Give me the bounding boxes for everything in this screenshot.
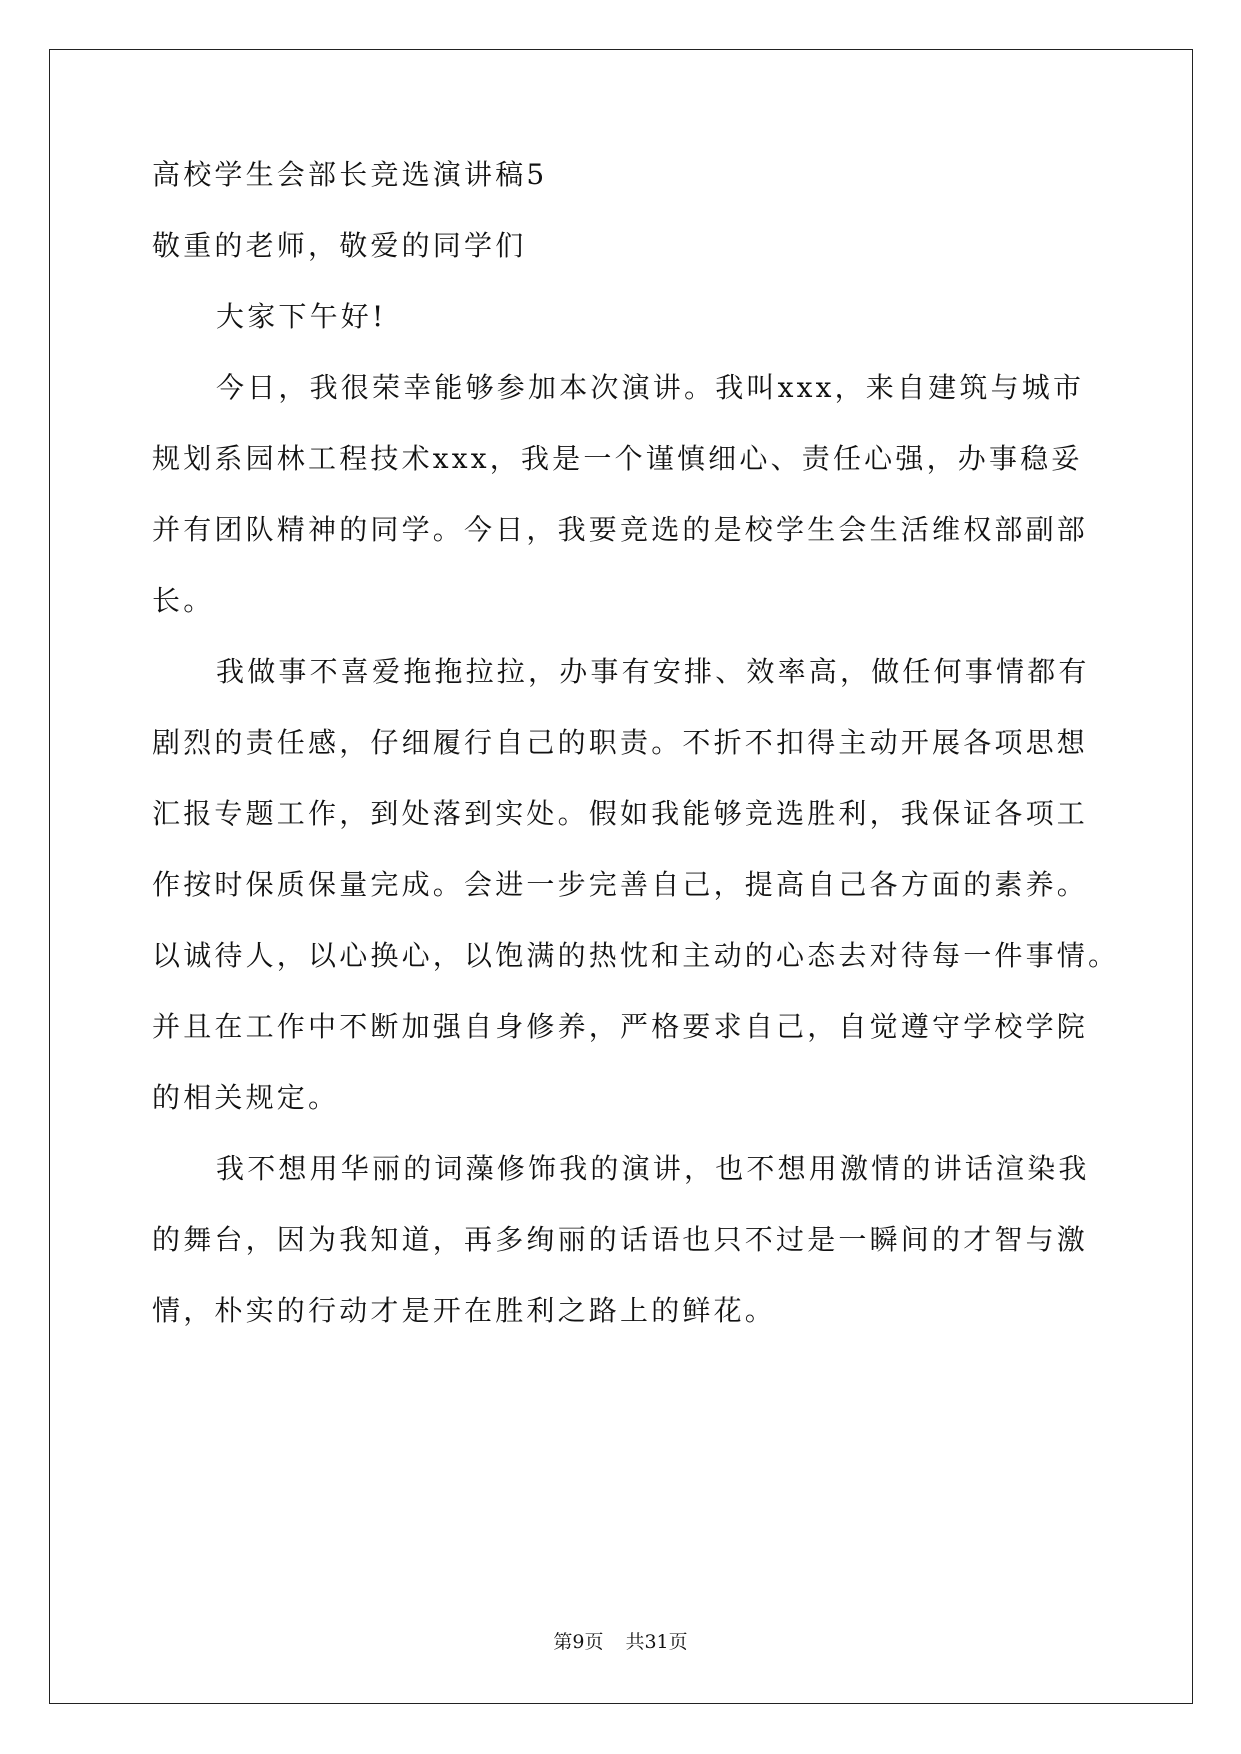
paragraph-line: 我做事不喜爱拖拖拉拉，办事有安排、效率高，做任何事情都有	[216, 655, 1090, 688]
paragraph-line: 汇报专题工作，到处落到实处。假如我能够竞选胜利，我保证各项工	[152, 797, 1089, 830]
page-number: 第9页	[553, 1631, 604, 1653]
paragraph-line: 今日，我很荣幸能够参加本次演讲。我叫xxx，来自建筑与城市	[216, 371, 1085, 404]
paragraph-line: 并且在工作中不断加强自身修养，严格要求自己，自觉遵守学校学院	[152, 1010, 1089, 1043]
paragraph-line: 的相关规定。	[152, 1081, 340, 1114]
page-total: 共31页	[625, 1631, 688, 1653]
page-footer	[0, 1630, 1241, 1654]
paragraph-line: 以诚待人，以心换心，以饱满的热忱和主动的心态去对待每一件事情。	[152, 939, 1120, 972]
paragraph-line: 作按时保质保量完成。会进一步完善自己，提高自己各方面的素养。	[152, 868, 1089, 901]
paragraph-line: 长。	[152, 584, 215, 617]
paragraph-line: 情，朴实的行动才是开在胜利之路上的鲜花。	[152, 1294, 777, 1327]
paragraph-line: 的舞台，因为我知道，再多绚丽的话语也只不过是一瞬间的才智与激	[152, 1223, 1089, 1256]
salutation: 敬重的老师，敬爱的同学们	[152, 229, 527, 262]
paragraph-line: 我不想用华丽的词藻修饰我的演讲，也不想用激情的讲话渲染我	[216, 1152, 1090, 1185]
paragraph-line: 剧烈的责任感，仔细履行自己的职责。不折不扣得主动开展各项思想	[152, 726, 1089, 759]
paragraph-line: 大家下午好!	[216, 300, 387, 333]
document-title: 高校学生会部长竞选演讲稿5	[152, 158, 548, 191]
paragraph-line: 规划系园林工程技术xxx，我是一个谨慎细心、责任心强，办事稳妥	[152, 442, 1083, 475]
paragraph-line: 并有团队精神的同学。今日，我要竞选的是校学生会生活维权部副部	[152, 513, 1089, 546]
